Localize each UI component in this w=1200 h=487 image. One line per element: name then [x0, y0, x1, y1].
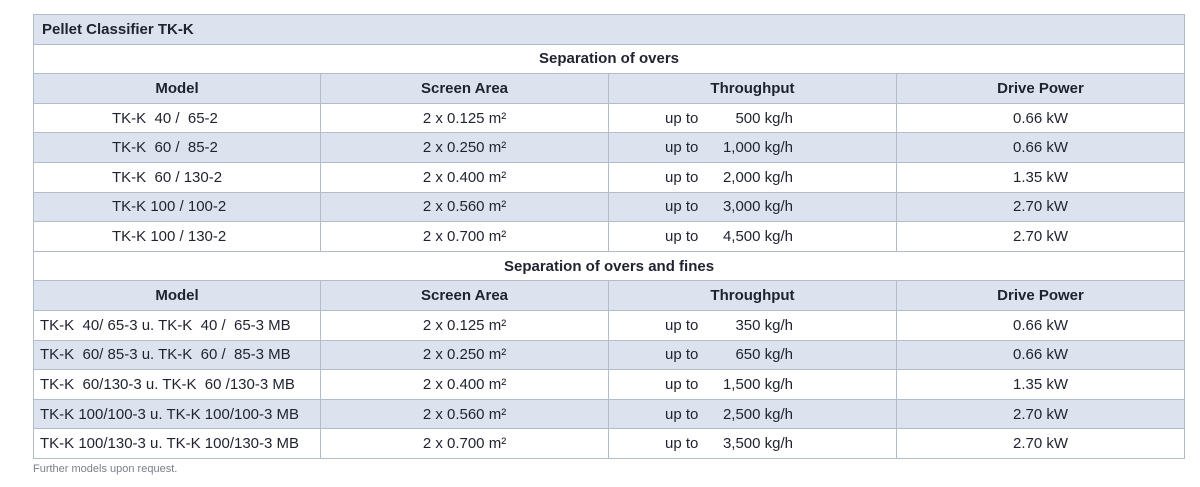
table-row	[34, 222, 1185, 252]
table-row	[34, 429, 1185, 459]
screen-area-cell: 2 x 0.700 m²	[321, 222, 609, 252]
screen-area-cell: 2 x 0.400 m²	[321, 162, 609, 192]
throughput-value: 3,000 kg/h	[722, 198, 793, 216]
throughput-cell	[609, 340, 897, 370]
throughput-value: 2,000 kg/h	[722, 168, 793, 186]
model-cell: TK-K 100/100-3 u. TK-K 100/100-3 MB	[34, 399, 321, 429]
screen-area-cell: 2 x 0.250 m²	[321, 133, 609, 163]
model-cell: TK-K 60 / 85-2	[34, 133, 321, 163]
footnote: Further models upon request.	[33, 463, 178, 475]
screen-area-cell: 2 x 0.125 m²	[321, 310, 609, 340]
model-cell: TK-K 100/130-3 u. TK-K 100/130-3 MB	[34, 429, 321, 459]
drive-power-cell: 0.66 kW	[897, 340, 1185, 370]
throughput-cell	[609, 133, 897, 163]
model-cell: TK-K 60/ 85-3 u. TK-K 60 / 85-3 MB	[34, 340, 321, 370]
up-to-label: up to	[665, 168, 699, 186]
throughput-cell	[609, 399, 897, 429]
throughput-value: 500 kg/h	[735, 109, 793, 127]
up-to-label: up to	[665, 346, 699, 364]
up-to-label: up to	[665, 405, 699, 423]
up-to-label: up to	[665, 109, 699, 127]
section-heading: Separation of overs and fines	[34, 251, 1185, 281]
drive-power-cell: 0.66 kW	[897, 310, 1185, 340]
model-cell: TK-K 40 / 65-2	[34, 103, 321, 133]
throughput-cell	[609, 370, 897, 400]
table-title-row	[34, 15, 1185, 45]
drive-power-cell: 2.70 kW	[897, 222, 1185, 252]
throughput-value: 1,500 kg/h	[722, 375, 793, 393]
throughput-value: 4,500 kg/h	[722, 227, 793, 245]
throughput-cell	[609, 192, 897, 222]
drive-power-cell: 0.66 kW	[897, 133, 1185, 163]
throughput-cell	[609, 310, 897, 340]
throughput-cell	[609, 429, 897, 459]
up-to-label: up to	[665, 375, 699, 393]
section-heading: Separation of overs	[34, 44, 1185, 74]
throughput-cell	[609, 103, 897, 133]
table-title: Pellet Classifier TK-K	[34, 15, 1185, 45]
screen-area-cell: 2 x 0.560 m²	[321, 399, 609, 429]
column-header-drive-power: Drive Power	[897, 281, 1185, 311]
screen-area-cell: 2 x 0.125 m²	[321, 103, 609, 133]
model-cell: TK-K 60 / 130-2	[34, 162, 321, 192]
up-to-label: up to	[665, 139, 699, 157]
column-header-screen-area: Screen Area	[321, 281, 609, 311]
table-row	[34, 162, 1185, 192]
model-cell: TK-K 60/130-3 u. TK-K 60 /130-3 MB	[34, 370, 321, 400]
throughput-value: 350 kg/h	[735, 316, 793, 334]
throughput-cell	[609, 222, 897, 252]
table-row	[34, 103, 1185, 133]
drive-power-cell: 2.70 kW	[897, 192, 1185, 222]
screen-area-cell: 2 x 0.250 m²	[321, 340, 609, 370]
drive-power-cell: 2.70 kW	[897, 429, 1185, 459]
throughput-value: 2,500 kg/h	[722, 405, 793, 423]
column-header-row	[34, 74, 1185, 104]
screen-area-cell: 2 x 0.400 m²	[321, 370, 609, 400]
drive-power-cell: 1.35 kW	[897, 370, 1185, 400]
throughput-value: 3,500 kg/h	[722, 435, 793, 453]
model-cell: TK-K 40/ 65-3 u. TK-K 40 / 65-3 MB	[34, 310, 321, 340]
column-header-row	[34, 281, 1185, 311]
column-header-model: Model	[34, 281, 321, 311]
pellet-classifier-spec-table	[33, 14, 1185, 459]
table-row	[34, 399, 1185, 429]
throughput-value: 1,000 kg/h	[722, 139, 793, 157]
table-row	[34, 133, 1185, 163]
table-row	[34, 310, 1185, 340]
drive-power-cell: 0.66 kW	[897, 103, 1185, 133]
up-to-label: up to	[665, 198, 699, 216]
throughput-cell	[609, 162, 897, 192]
section-heading-row	[34, 44, 1185, 74]
column-header-drive-power: Drive Power	[897, 74, 1185, 104]
table-row	[34, 192, 1185, 222]
drive-power-cell: 1.35 kW	[897, 162, 1185, 192]
up-to-label: up to	[665, 435, 699, 453]
column-header-throughput: Throughput	[609, 74, 897, 104]
up-to-label: up to	[665, 316, 699, 334]
screen-area-cell: 2 x 0.560 m²	[321, 192, 609, 222]
column-header-throughput: Throughput	[609, 281, 897, 311]
model-cell: TK-K 100 / 130-2	[34, 222, 321, 252]
screen-area-cell: 2 x 0.700 m²	[321, 429, 609, 459]
drive-power-cell: 2.70 kW	[897, 399, 1185, 429]
table-row	[34, 370, 1185, 400]
table-row	[34, 340, 1185, 370]
model-cell: TK-K 100 / 100-2	[34, 192, 321, 222]
column-header-model: Model	[34, 74, 321, 104]
throughput-value: 650 kg/h	[735, 346, 793, 364]
column-header-screen-area: Screen Area	[321, 74, 609, 104]
up-to-label: up to	[665, 227, 699, 245]
section-heading-row	[34, 251, 1185, 281]
